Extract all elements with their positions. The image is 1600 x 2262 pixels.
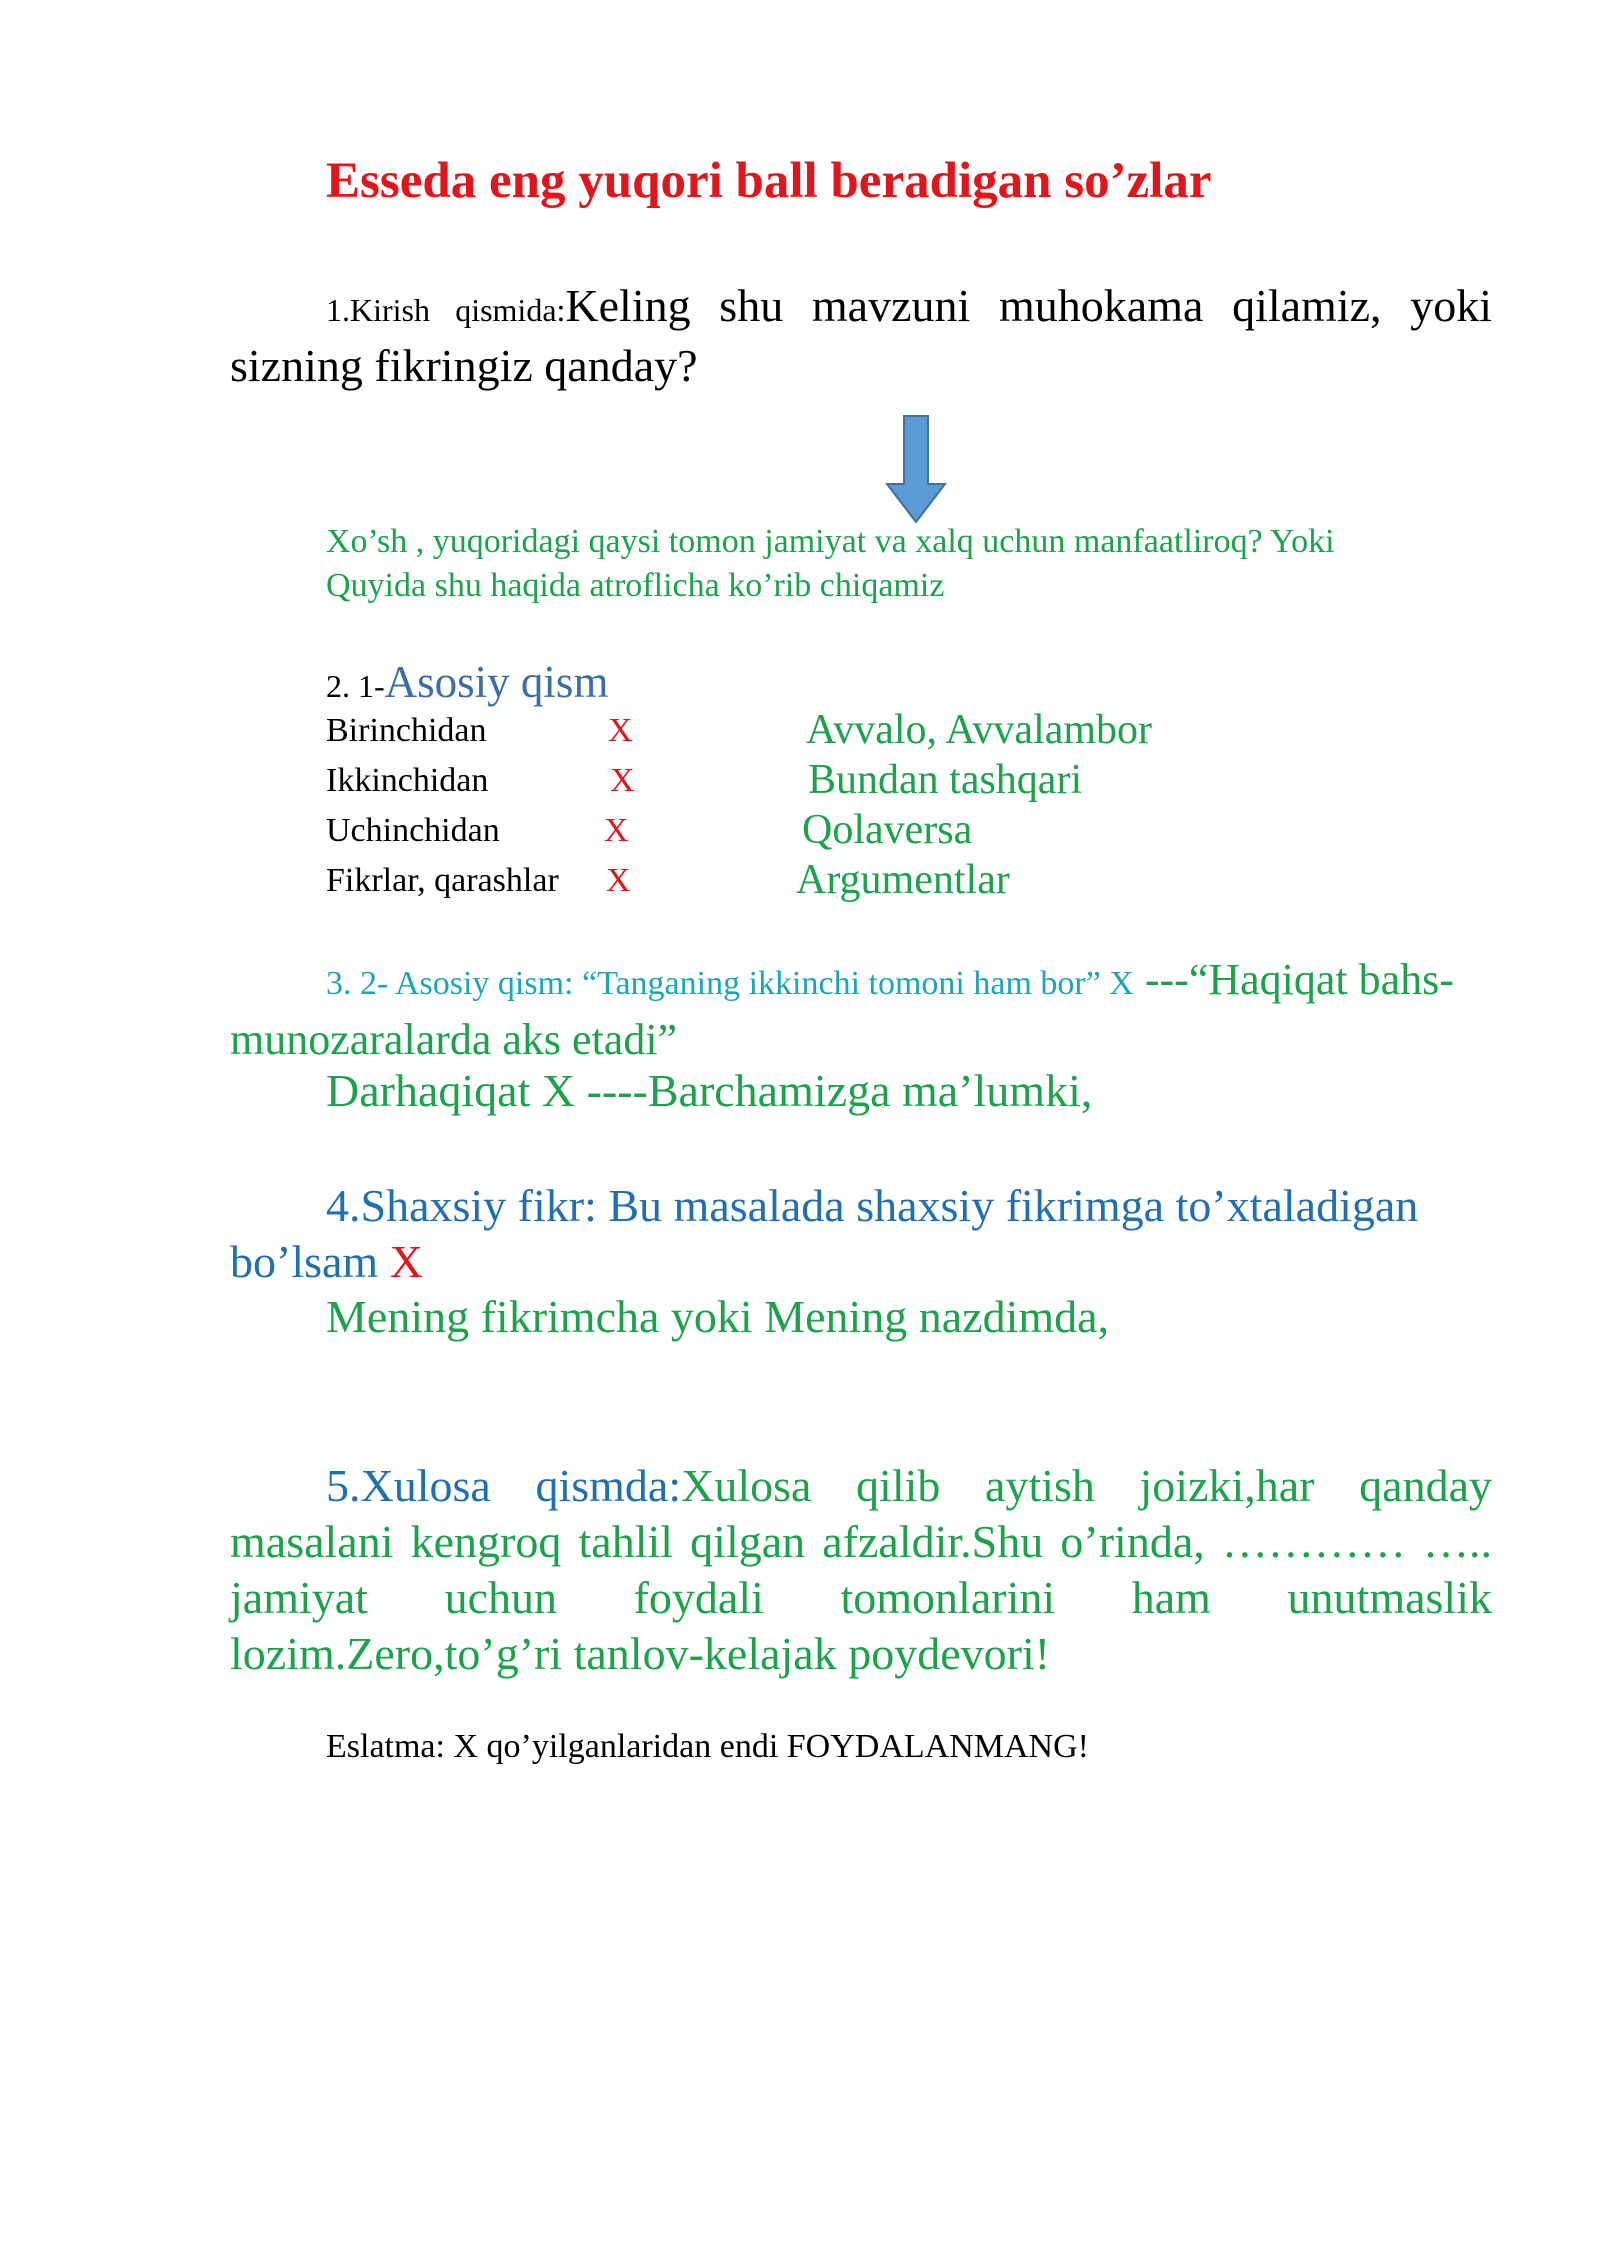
row-x-mark: X [604,812,629,849]
intro-label: 1.Kirish qismida: [326,292,566,328]
row-old-word: Uchinchidan [326,812,500,849]
section3-label: 3. 2- Asosiy qism: “Tanganing ikkinchi tomoni ham bor” X [326,965,1134,1002]
section5-paragraph [230,1458,1492,1682]
row-new-word: Avvalo, Avvalambor [806,707,1153,753]
row-new-word: Qolaversa [802,807,973,853]
down-arrow-icon [884,414,948,526]
section4-paragraph [230,1178,1492,1290]
intro-text: Keling shu mavzuni muhokama qilamiz, yoki sizning fikringiz qanday? [230,280,1493,391]
section4-label: 4.Shaxsiy fikr: Bu masalada shaxsiy fikrimga to’xtaladigan bo’lsam [230,1180,1419,1287]
section2-title: Asosiy qism [384,657,609,707]
row-old-word: Fikrlar, qarashlar [326,862,559,899]
row-old-word: Birinchidan [326,712,487,749]
section5-label: 5.Xulosa qismda: [326,1460,682,1511]
intro-paragraph [230,278,1492,394]
section2-prefix: 2. 1- [326,668,385,704]
section3-replacement: ---“Haqiqat bahs-munozaralarda aks etadi” [230,955,1454,1064]
row-new-word: Bundan tashqari [808,757,1083,803]
page-title: Esseda eng yuqori ball beradigan so’zlar [326,153,1212,209]
intro-note [326,520,1335,608]
section4-x-mark: X [389,1236,423,1287]
row-new-word: Argumentlar [796,857,1010,903]
row-old-word: Ikkinchidan [326,762,489,799]
section3-paragraph [230,952,1492,1068]
row-x-mark: X [608,712,633,749]
footnote: Eslatma: X qo’yilganlaridan endi FOYDALANMANG! [326,1728,1089,1765]
section3-line-2: Darhaqiqat X ----Barchamizga ma’lumki, [326,1065,1093,1116]
row-x-mark: X [610,762,635,799]
row-x-mark: X [606,862,631,899]
intro-note-line-2: Quyida shu haqida atroflicha ko’rib chiqamiz [326,567,945,604]
section4-line-2: Mening fikrimcha yoki Mening nazdimda, [326,1291,1110,1342]
section2-heading [326,656,608,708]
intro-note-line-1: Xo’sh , yuqoridagi qaysi tomon jamiyat va xalq uchun manfaatliroq? Yoki [326,523,1335,560]
section5-text: Xulosa qilib aytish joizki,har qanday masalani kengroq tahlil qilgan afzaldir.Shu o’rinda, ………… ….. jamiyat uchun foydali tomonlarini ham unutmaslik lozim.Zero,to’g’ri tanlov-kelajak poydevori! [230,1460,1492,1679]
